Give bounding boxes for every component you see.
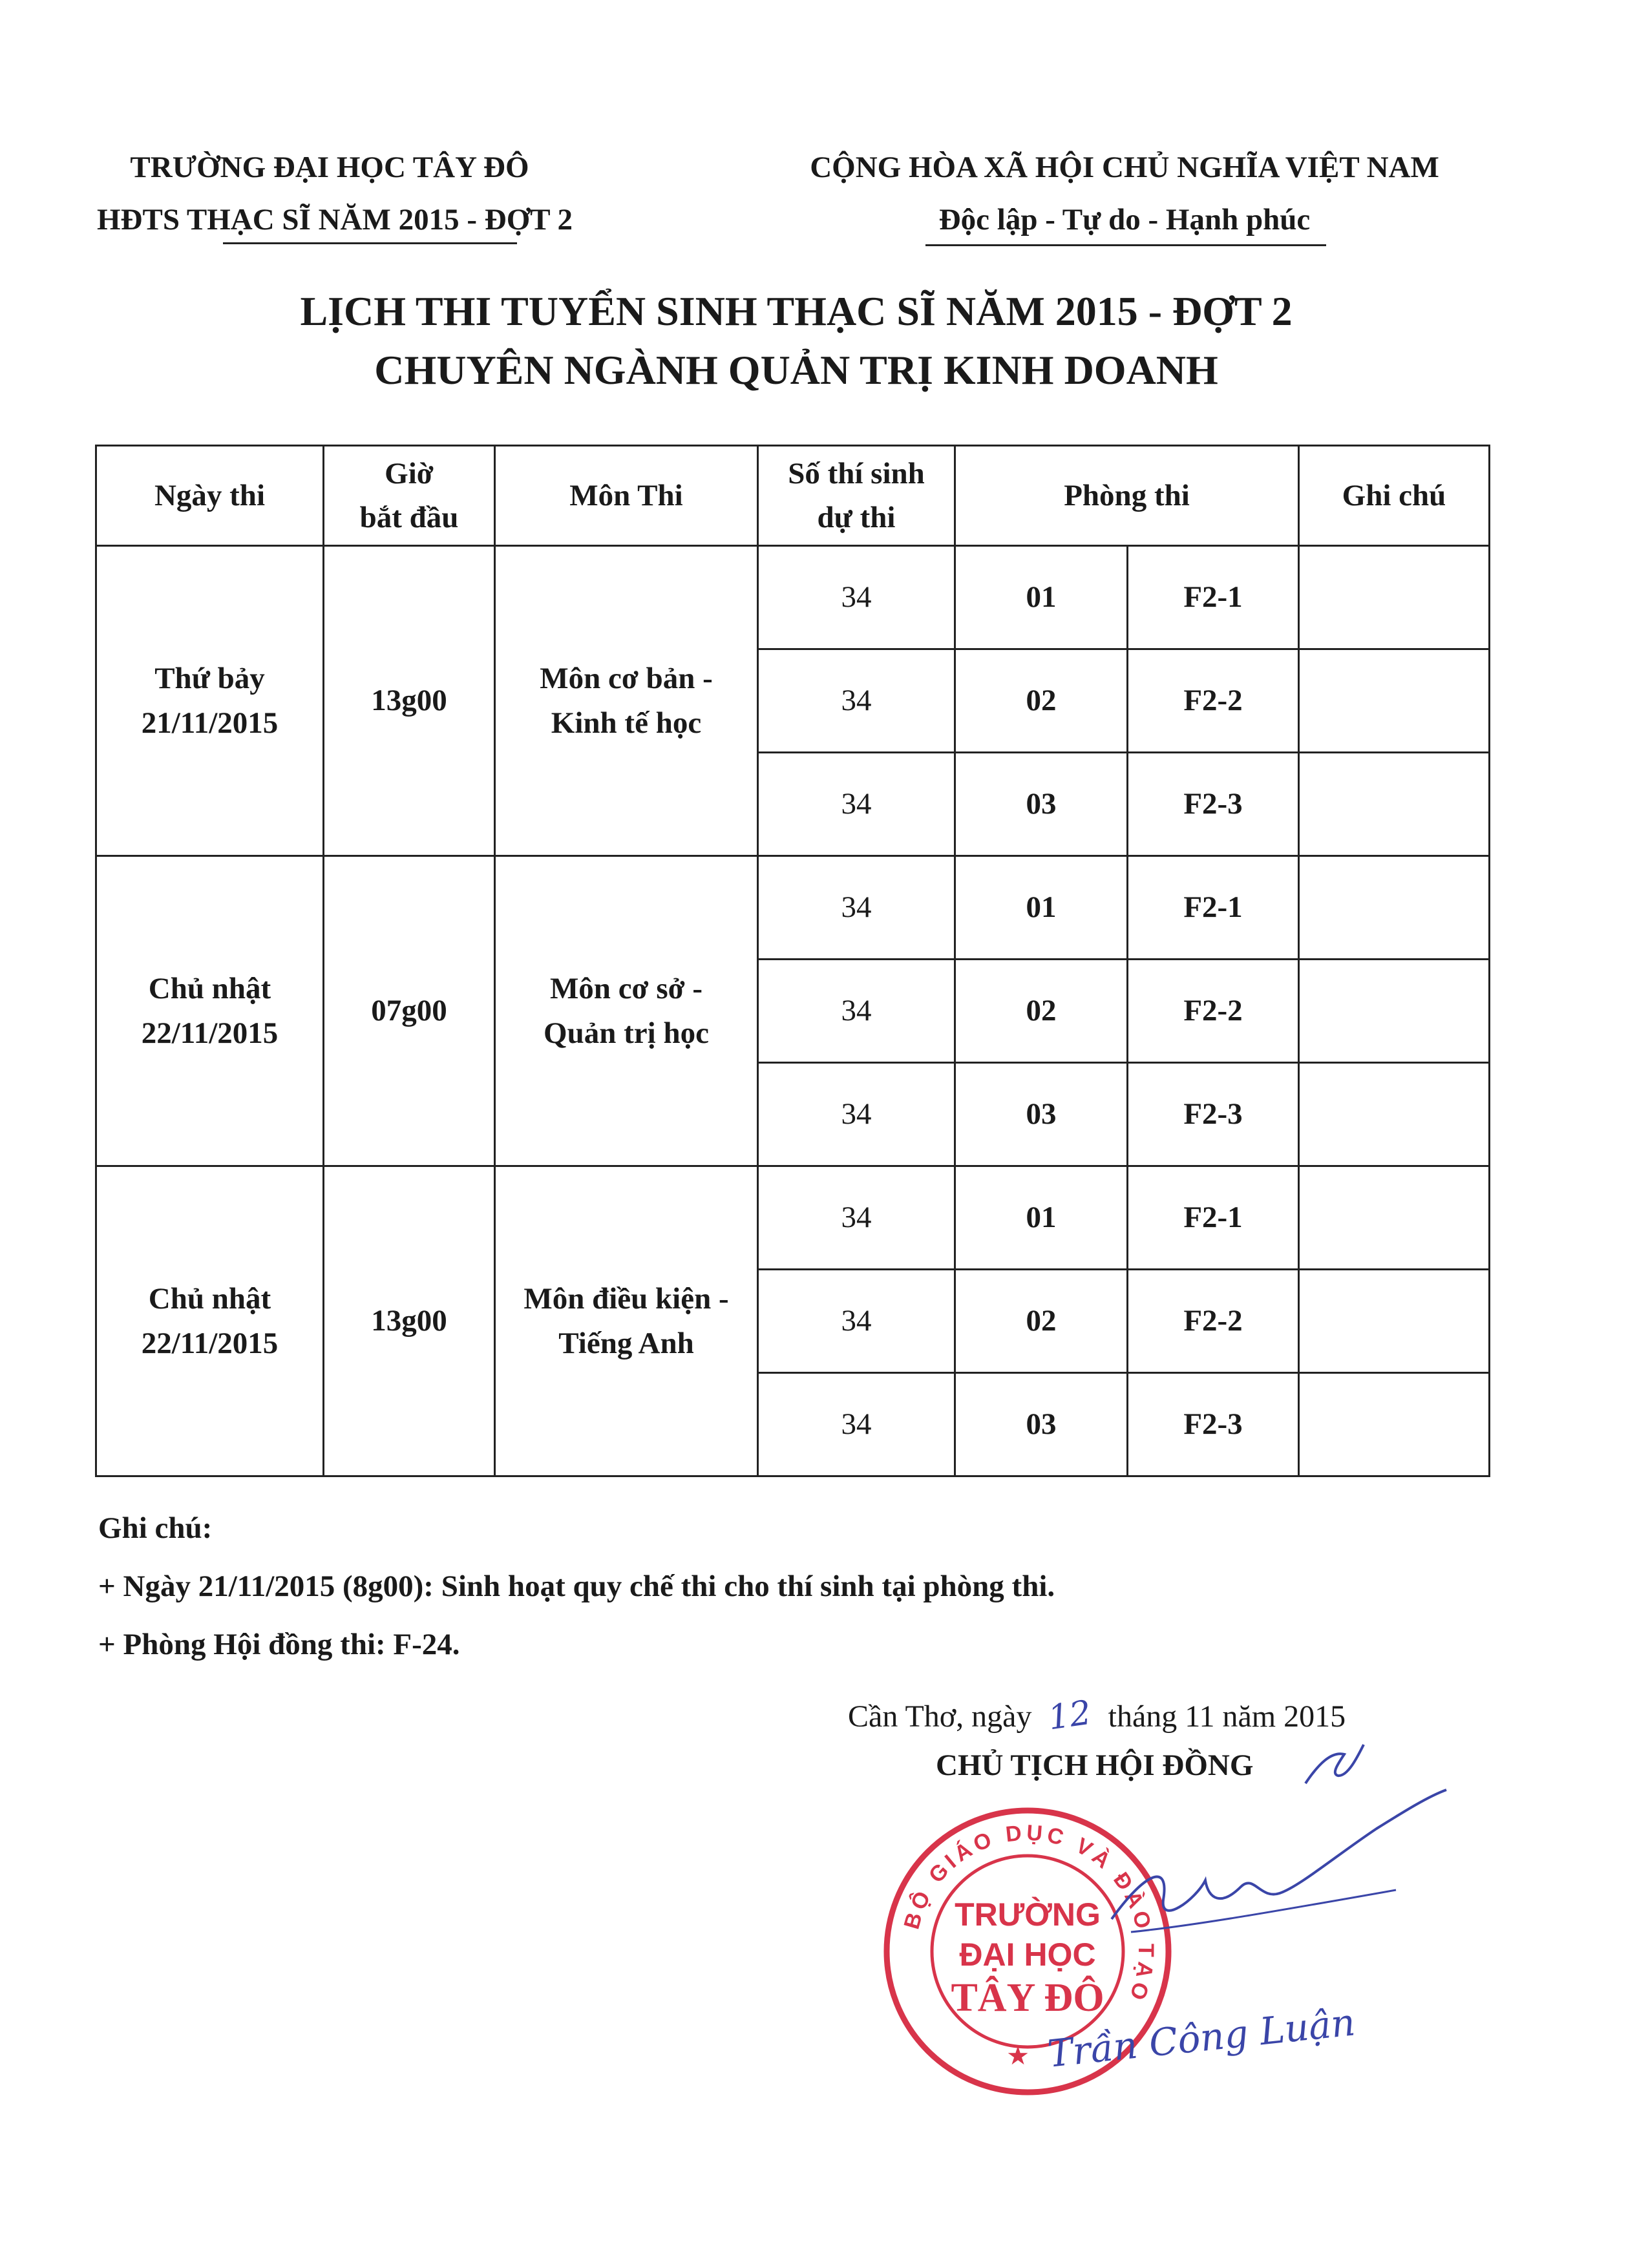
note-cell (1299, 546, 1490, 649)
handwritten-signature (1092, 1770, 1454, 1964)
room-code: F2-1 (1128, 546, 1299, 649)
room-number: 01 (955, 856, 1128, 960)
header-count-line2: dự thi (817, 501, 896, 534)
header-note: Ghi chú (1299, 446, 1490, 546)
room-code: F2-1 (1128, 1166, 1299, 1270)
document-subtitle: CHUYÊN NGÀNH QUẢN TRỊ KINH DOANH (374, 347, 1218, 393)
room-number: 03 (955, 1373, 1128, 1476)
room-code: F2-2 (1128, 649, 1299, 753)
session-date: 22/11/2015 (141, 1326, 279, 1360)
session-day: Chủ nhật (148, 972, 271, 1006)
notes-heading: Ghi chú: (98, 1511, 213, 1545)
motto-underline (925, 244, 1326, 246)
session-subject-cell (495, 856, 758, 1166)
note-cell (1299, 1166, 1490, 1270)
session-subject-line1: Môn cơ bản - (540, 662, 713, 696)
session-subject-line1: Môn điều kiện - (523, 1282, 729, 1316)
signing-place-suffix: tháng 11 năm 2015 (1108, 1699, 1346, 1734)
document-title: LỊCH THI TUYỂN SINH THẠC SĨ NĂM 2015 - ĐỢT 2 (300, 288, 1293, 334)
candidate-count: 34 (758, 1063, 955, 1166)
room-number: 01 (955, 1166, 1128, 1270)
header-subject: Môn Thi (495, 446, 758, 546)
note-cell (1299, 856, 1490, 960)
note-item-rules-session: + Ngày 21/11/2015 (8g00): Sinh hoạt quy chế thi cho thí sinh tại phòng thi. (98, 1570, 1055, 1603)
table-row (96, 856, 1490, 960)
note-cell (1299, 1270, 1490, 1373)
candidate-count: 34 (758, 753, 955, 856)
session-date-cell (96, 546, 324, 856)
note-cell (1299, 1373, 1490, 1476)
note-cell (1299, 649, 1490, 753)
table-row (96, 1166, 1490, 1270)
table-row (96, 546, 1490, 649)
room-number: 02 (955, 649, 1128, 753)
header-candidate-count (758, 446, 955, 546)
session-date: 22/11/2015 (141, 1016, 279, 1050)
candidate-count: 34 (758, 649, 955, 753)
room-number: 03 (955, 1063, 1128, 1166)
session-start-time: 13g00 (324, 1166, 495, 1476)
session-date-cell (96, 1166, 324, 1476)
signing-day-handwritten: 12 (1046, 1693, 1094, 1738)
room-code: F2-1 (1128, 856, 1299, 960)
country-name: CỘNG HÒA XÃ HỘI CHỦ NGHĨA VIỆT NAM (810, 151, 1439, 184)
candidate-count: 34 (758, 1270, 955, 1373)
seal-star-icon: ★ (1006, 2041, 1030, 2070)
candidate-count: 34 (758, 1373, 955, 1476)
header-start-time (324, 446, 495, 546)
room-number: 02 (955, 960, 1128, 1063)
room-code: F2-3 (1128, 1063, 1299, 1166)
header-date: Ngày thi (96, 446, 324, 546)
note-cell (1299, 960, 1490, 1063)
session-start-time: 13g00 (324, 546, 495, 856)
header-count-line1: Số thí sinh (788, 456, 925, 490)
note-cell (1299, 1063, 1490, 1166)
table-header-row (96, 446, 1490, 546)
session-subject-cell (495, 546, 758, 856)
session-day: Chủ nhật (148, 1282, 271, 1316)
motto: Độc lập - Tự do - Hạnh phúc (938, 203, 1311, 236)
header-start-line2: bắt đầu (359, 501, 459, 534)
session-subject-line2: Kinh tế học (551, 706, 702, 740)
session-subject-line2: Quản trị học (544, 1016, 709, 1050)
session-day: Thứ bảy (154, 662, 265, 696)
exam-schedule-table (95, 445, 1490, 1477)
seal-line2: ĐẠI HỌC (959, 1937, 1096, 1973)
seal-ring-text: BỘ GIÁO DỤC VÀ ĐÀO TẠO (899, 1820, 1159, 2007)
session-subject-cell (495, 1166, 758, 1476)
room-code: F2-3 (1128, 753, 1299, 856)
header-left-underline (223, 242, 517, 244)
signer-role: CHỦ TỊCH HỘI ĐỒNG (936, 1748, 1254, 1782)
session-subject-line1: Môn cơ sở - (549, 972, 703, 1006)
school-name: TRƯỜNG ĐẠI HỌC TÂY ĐÔ (130, 151, 529, 184)
seal-line1: TRƯỜNG (955, 1896, 1101, 1933)
board-name: HĐTS THẠC SĨ NĂM 2015 - ĐỢT 2 (97, 203, 573, 236)
session-date: 21/11/2015 (141, 706, 279, 740)
note-cell (1299, 753, 1490, 856)
header-room: Phòng thi (955, 446, 1299, 546)
session-start-time: 07g00 (324, 856, 495, 1166)
signing-place-prefix: Cần Thơ, ngày (848, 1699, 1032, 1734)
note-item-council-room: + Phòng Hội đồng thi: F-24. (98, 1628, 460, 1661)
seal-line3: TÂY ĐÔ (951, 1976, 1104, 2020)
candidate-count: 34 (758, 960, 955, 1063)
signer-name: Trần Công Luận (1045, 2000, 1358, 2076)
candidate-count: 34 (758, 1166, 955, 1270)
session-subject-line2: Tiếng Anh (558, 1326, 694, 1360)
candidate-count: 34 (758, 856, 955, 960)
room-code: F2-3 (1128, 1373, 1299, 1476)
signing-place-date (848, 1693, 1346, 1738)
room-code: F2-2 (1128, 960, 1299, 1063)
room-number: 01 (955, 546, 1128, 649)
room-number: 02 (955, 1270, 1128, 1373)
candidate-count: 34 (758, 546, 955, 649)
session-date-cell (96, 856, 324, 1166)
header-start-line1: Giờ (385, 456, 434, 490)
room-number: 03 (955, 753, 1128, 856)
room-code: F2-2 (1128, 1270, 1299, 1373)
